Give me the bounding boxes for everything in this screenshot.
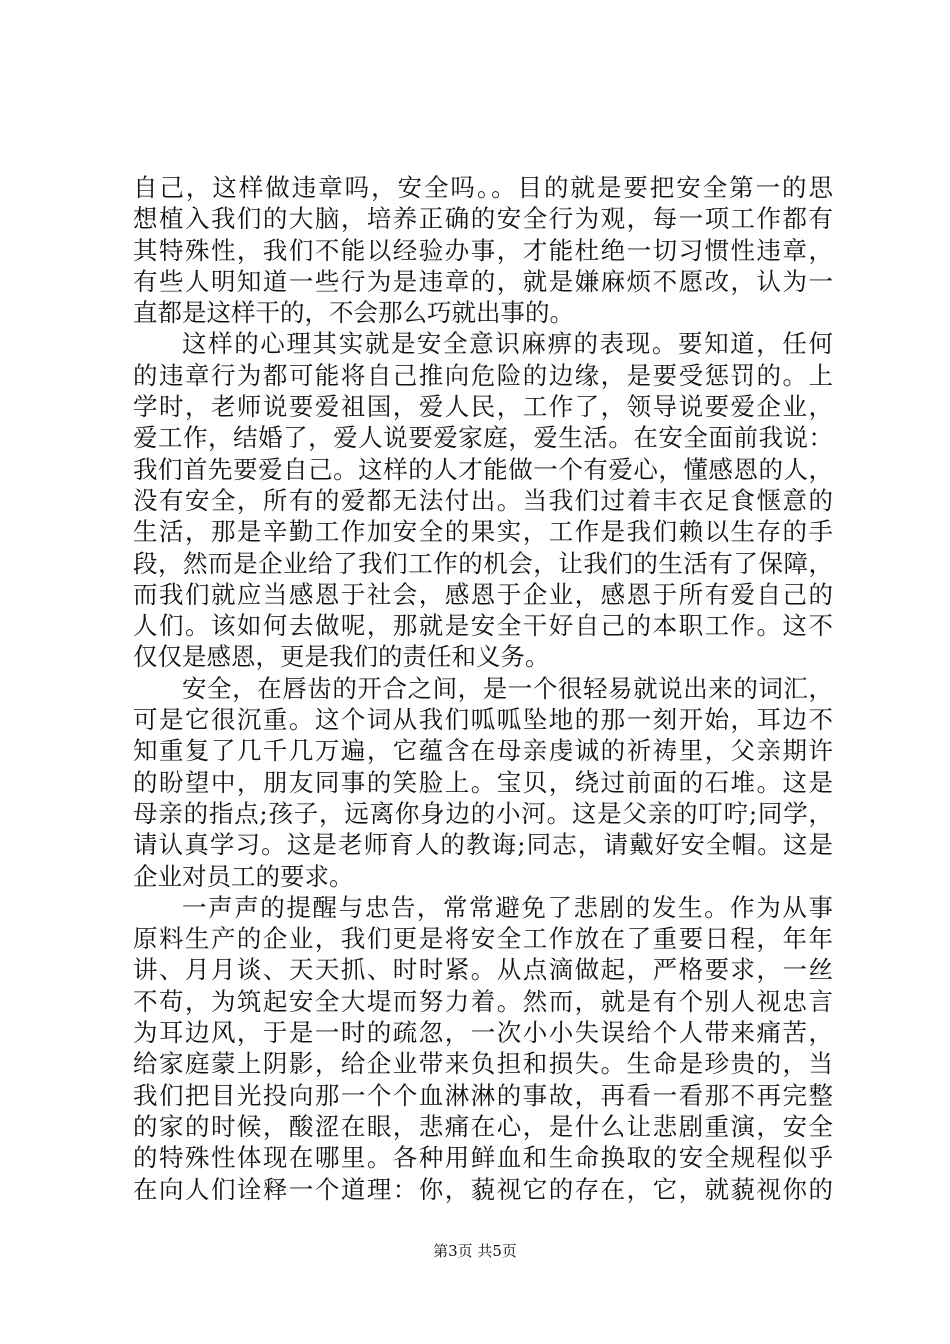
text-line: 我们把目光投向那一个个血淋淋的事故，再看一看那不再完整 bbox=[133, 1080, 833, 1110]
text-line: 在向人们诠释一个道理：你，藐视它的存在，它，就藐视你的 bbox=[133, 1174, 833, 1204]
text-line: 仅仅是感恩，更是我们的责任和义务。 bbox=[133, 642, 550, 672]
text-line: 这样的心理其实就是安全意识麻痹的表现。要知道，任何 bbox=[182, 329, 833, 359]
text-line: 讲、月月谈、天天抓、时时紧。从点滴做起，严格要求，一丝 bbox=[133, 955, 833, 985]
text-line: 知重复了几千几万遍，它蕴含在母亲虔诚的祈祷里，父亲期许 bbox=[133, 736, 833, 766]
text-line: 想植入我们的大脑，培养正确的安全行为观，每一项工作都有 bbox=[133, 204, 833, 234]
text-line: 直都是这样干的，不会那么巧就出事的。 bbox=[133, 298, 574, 328]
text-line: 可是它很沉重。这个词从我们呱呱坠地的那一刻开始，耳边不 bbox=[133, 705, 833, 735]
text-line: 有些人明知道一些行为是违章的，就是嫌麻烦不愿改，认为一 bbox=[133, 266, 833, 296]
page-footer: 第3页 共5页 bbox=[433, 1242, 517, 1260]
text-line: 请认真学习。这是老师育人的教诲;同志，请戴好安全帽。这是 bbox=[133, 830, 833, 860]
text-line: 段，然而是企业给了我们工作的机会，让我们的生活有了保障， bbox=[133, 548, 833, 578]
text-line: 的特殊性体现在哪里。各种用鲜血和生命换取的安全规程似乎 bbox=[133, 1143, 833, 1173]
text-line: 自己，这样做违章吗，安全吗。。目的就是要把安全第一的思 bbox=[133, 173, 833, 202]
text-line: 生活，那是辛勤工作加安全的果实，工作是我们赖以生存的手 bbox=[133, 517, 833, 547]
text-line: 企业对员工的要求。 bbox=[133, 861, 354, 891]
text-line: 人们。该如何去做呢，那就是安全干好自己的本职工作。这不 bbox=[133, 611, 833, 641]
text-line: 一声声的提醒与忠告，常常避免了悲剧的发生。作为从事 bbox=[182, 892, 833, 922]
text-line: 原料生产的企业，我们更是将安全工作放在了重要日程，年年 bbox=[133, 924, 833, 954]
text-line: 的违章行为都可能将自己推向危险的边缘，是要受惩罚的。上 bbox=[133, 360, 833, 390]
text-line: 我们首先要爱自己。这样的人才能做一个有爱心，懂感恩的人， bbox=[133, 454, 833, 484]
text-line: 的盼望中，朋友同事的笑脸上。宝贝，绕过前面的石堆。这是 bbox=[133, 767, 833, 797]
text-line: 安全，在唇齿的开合之间，是一个很轻易就说出来的词汇， bbox=[182, 673, 833, 703]
text-line: 给家庭蒙上阴影，给企业带来负担和损失。生命是珍贵的，当 bbox=[133, 1049, 833, 1079]
text-line: 学时，老师说要爱祖国，爱人民，工作了，领导说要爱企业， bbox=[133, 392, 833, 422]
text-line: 没有安全，所有的爱都无法付出。当我们过着丰衣足食惬意的 bbox=[133, 485, 833, 515]
text-line: 母亲的指点;孩子，远离你身边的小河。这是父亲的叮咛;同学， bbox=[133, 798, 833, 828]
text-line: 为耳边风，于是一时的疏忽，一次小小失误给个人带来痛苦， bbox=[133, 1018, 833, 1048]
text-line: 不苟，为筑起安全大堤而努力着。然而，就是有个别人视忠言 bbox=[133, 986, 833, 1016]
text-line: 其特殊性，我们不能以经验办事，才能杜绝一切习惯性违章， bbox=[133, 235, 833, 265]
body-text bbox=[133, 172, 833, 1205]
text-line: 而我们就应当感恩于社会，感恩于企业，感恩于所有爱自己的 bbox=[133, 579, 833, 609]
text-line: 爱工作，结婚了，爱人说要爱家庭，爱生活。在安全面前我说： bbox=[133, 423, 833, 453]
text-line: 的家的时候，酸涩在眼，悲痛在心，是什么让悲剧重演，安全 bbox=[133, 1111, 833, 1141]
